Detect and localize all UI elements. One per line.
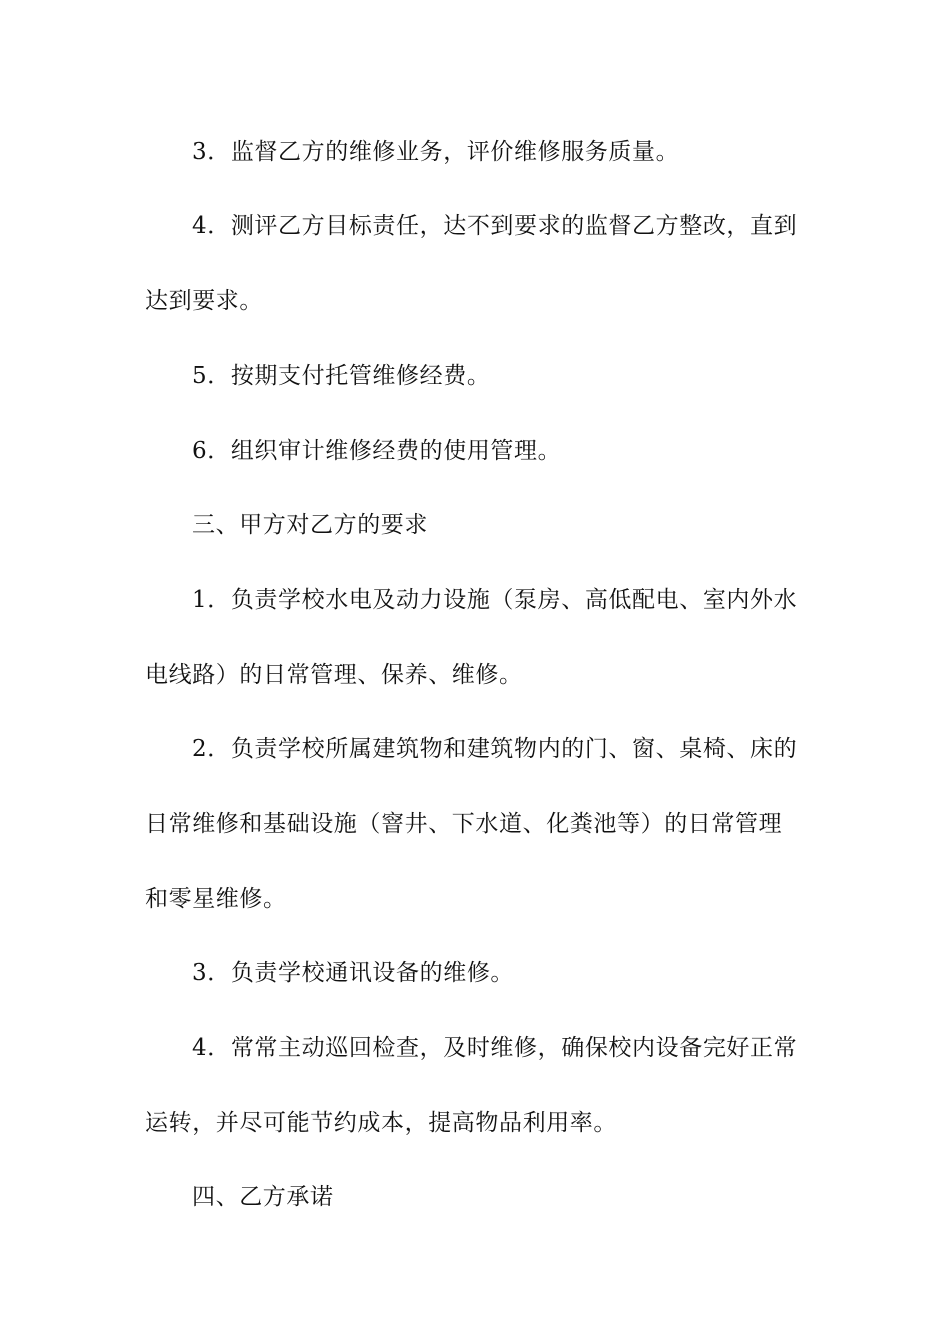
paragraph-line: 1．负责学校水电及动力设施（泵房、高低配电、室内外水 — [192, 587, 798, 613]
paragraph-line: 4．测评乙方目标责任，达不到要求的监督乙方整改，直到 — [192, 213, 798, 239]
section-heading: 四、乙方承诺 — [192, 1184, 334, 1210]
paragraph-line: 达到要求。 — [145, 288, 263, 314]
paragraph-line: 4．常常主动巡回检查，及时维修，确保校内设备完好正常 — [192, 1035, 798, 1061]
paragraph-line: 6．组织审计维修经费的使用管理。 — [192, 438, 562, 464]
paragraph-line: 运转，并尽可能节约成本，提高物品利用率。 — [145, 1110, 617, 1136]
section-heading: 三、甲方对乙方的要求 — [192, 512, 428, 538]
paragraph-line: 电线路）的日常管理、保养、维修。 — [145, 662, 523, 688]
paragraph-line: 5．按期支付托管维修经费。 — [192, 363, 491, 389]
paragraph-line: 日常维修和基础设施（窨井、下水道、化粪池等）的日常管理 — [145, 811, 783, 837]
paragraph-line: 2．负责学校所属建筑物和建筑物内的门、窗、桌椅、床的 — [192, 736, 798, 762]
paragraph-line: 3．负责学校通讯设备的维修。 — [192, 960, 515, 986]
paragraph-line: 和零星维修。 — [145, 886, 287, 912]
paragraph-line: 3．监督乙方的维修业务，评价维修服务质量。 — [192, 139, 680, 165]
